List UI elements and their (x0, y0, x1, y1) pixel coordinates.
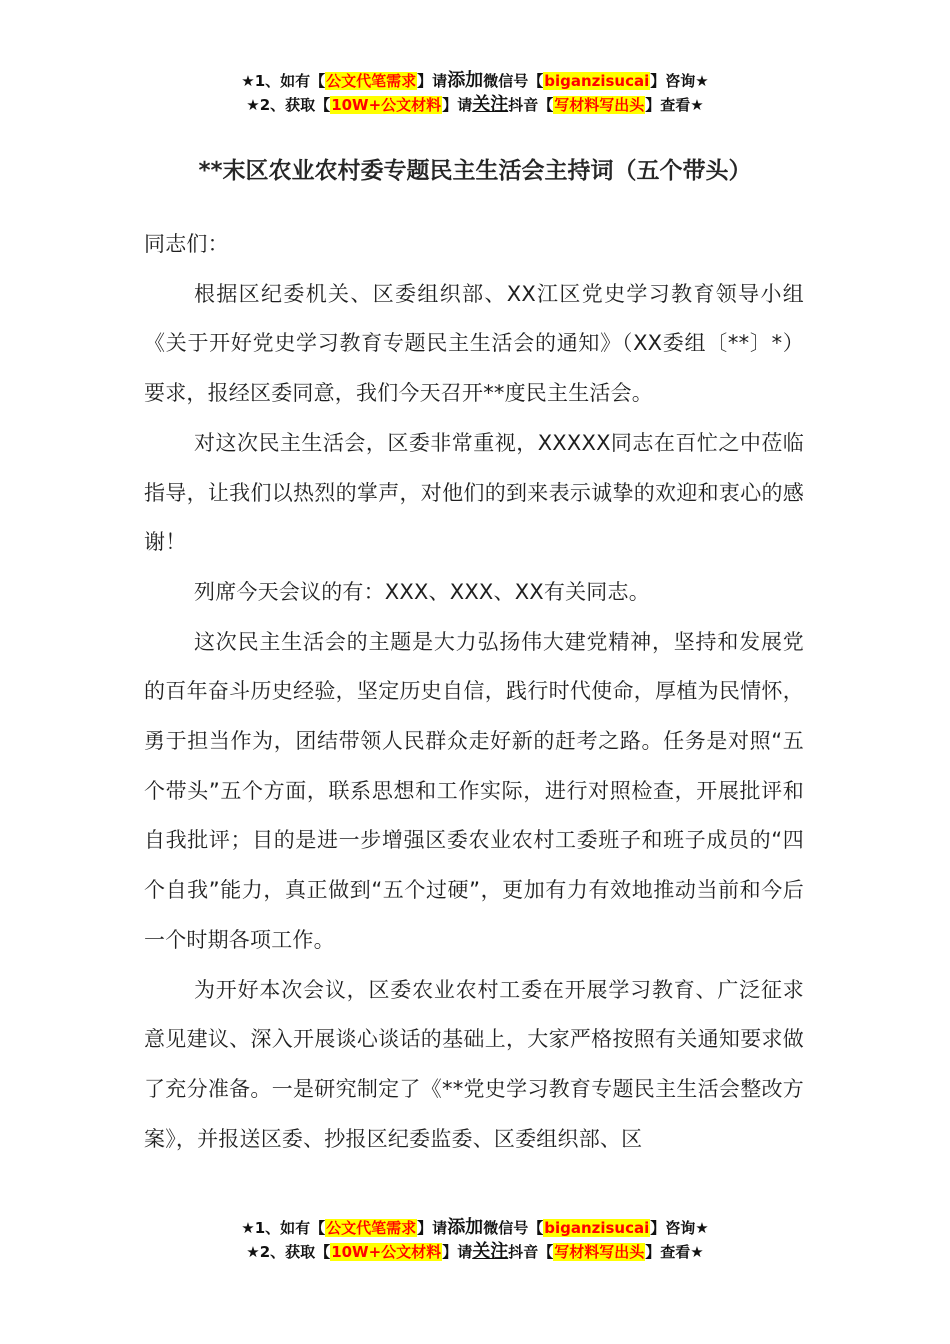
document-title: **末区农业农村委专题民主生活会主持词（五个带头） (198, 158, 752, 184)
banner-line-2 (0, 93, 950, 117)
footer-banner (0, 1216, 950, 1264)
highlight-text: 公文代笔需求 (326, 1219, 417, 1237)
paragraph: 为开好本次会议，区委农业农村工委在开展学习教育、广泛征求意见建议、深入开展谈心谈话的基础上，大家严格按照有关通知要求做了充分准备。一是研究制定了《**党史学习教育专题民主生活会整改方案》，并报送区委、抄报区纪委监委、区委组织部、区 (144, 977, 804, 1151)
banner-text: 微信号【 (483, 1219, 544, 1237)
douyin-id-highlight: 写材料写出头 (554, 96, 645, 114)
banner-text: ★1、如有【 (241, 1219, 326, 1237)
emphasis-text: 添加 (447, 1217, 484, 1238)
banner-text: 】请 (442, 96, 473, 114)
paragraph: 根据区纪委机关、区委组织部、XX江区党史学习教育领导小组《关于开好党史学习教育专题民主生活会的通知》（XX委组〔**〕*）要求，报经区委同意，我们今天召开**度民主生活会。 (144, 281, 804, 406)
banner-text: 】咨询★ (650, 72, 709, 90)
banner-text: 】请 (417, 1219, 448, 1237)
emphasis-text: 添加 (447, 70, 484, 91)
salutation: 同志们： (144, 232, 229, 256)
paragraph: 列席今天会议的有：XXX、XXX、XX有关同志。 (194, 579, 650, 604)
emphasis-text: 关注 (472, 1241, 509, 1262)
banner-text: 】查看★ (645, 96, 704, 114)
highlight-text: 10W+公文材料 (331, 1243, 442, 1261)
banner-line-2 (0, 1240, 950, 1264)
banner-text: 微信号【 (483, 72, 544, 90)
banner-text: ★1、如有【 (241, 72, 326, 90)
banner-line-1 (0, 69, 950, 93)
wechat-id-highlight: biganzisucai (544, 1219, 650, 1237)
paragraph: 这次民主生活会的主题是大力弘扬伟大建党精神，坚持和发展党的百年奋斗历史经验，坚定历史自信，践行时代使命，厚植为民情怀，勇于担当作为，团结带领人民群众走好新的赶考之路。任务是对照“五个带头”五个方面，联系思想和工作实际，进行对照检查，开展批评和自我批评；目的是进一步增强区委农业农村工委班子和班子成员的“四个自我”能力，真正做到“五个过硬”，更加有力有效地推动当前和今后一个时期各项工作。 (144, 629, 804, 952)
banner-text: 抖音【 (508, 1243, 554, 1261)
banner-text: 】请 (417, 72, 448, 90)
paragraph: 对这次民主生活会，区委非常重视，XXXXX同志在百忙之中莅临指导，让我们以热烈的掌声，对他们的到来表示诚挚的欢迎和衷心的感谢！ (144, 430, 804, 555)
banner-line-1 (0, 1216, 950, 1240)
banner-text: 】咨询★ (650, 1219, 709, 1237)
banner-text: ★2、获取【 (246, 1243, 331, 1261)
header-banner (0, 69, 950, 117)
banner-text: 抖音【 (508, 96, 554, 114)
banner-text: 】查看★ (645, 1243, 704, 1261)
douyin-id-highlight: 写材料写出头 (554, 1243, 645, 1261)
document-body (144, 220, 804, 1164)
banner-text: ★2、获取【 (246, 96, 331, 114)
highlight-text: 10W+公文材料 (331, 96, 442, 114)
wechat-id-highlight: biganzisucai (544, 72, 650, 90)
highlight-text: 公文代笔需求 (326, 72, 417, 90)
banner-text: 】请 (442, 1243, 473, 1261)
emphasis-text: 关注 (472, 94, 509, 115)
